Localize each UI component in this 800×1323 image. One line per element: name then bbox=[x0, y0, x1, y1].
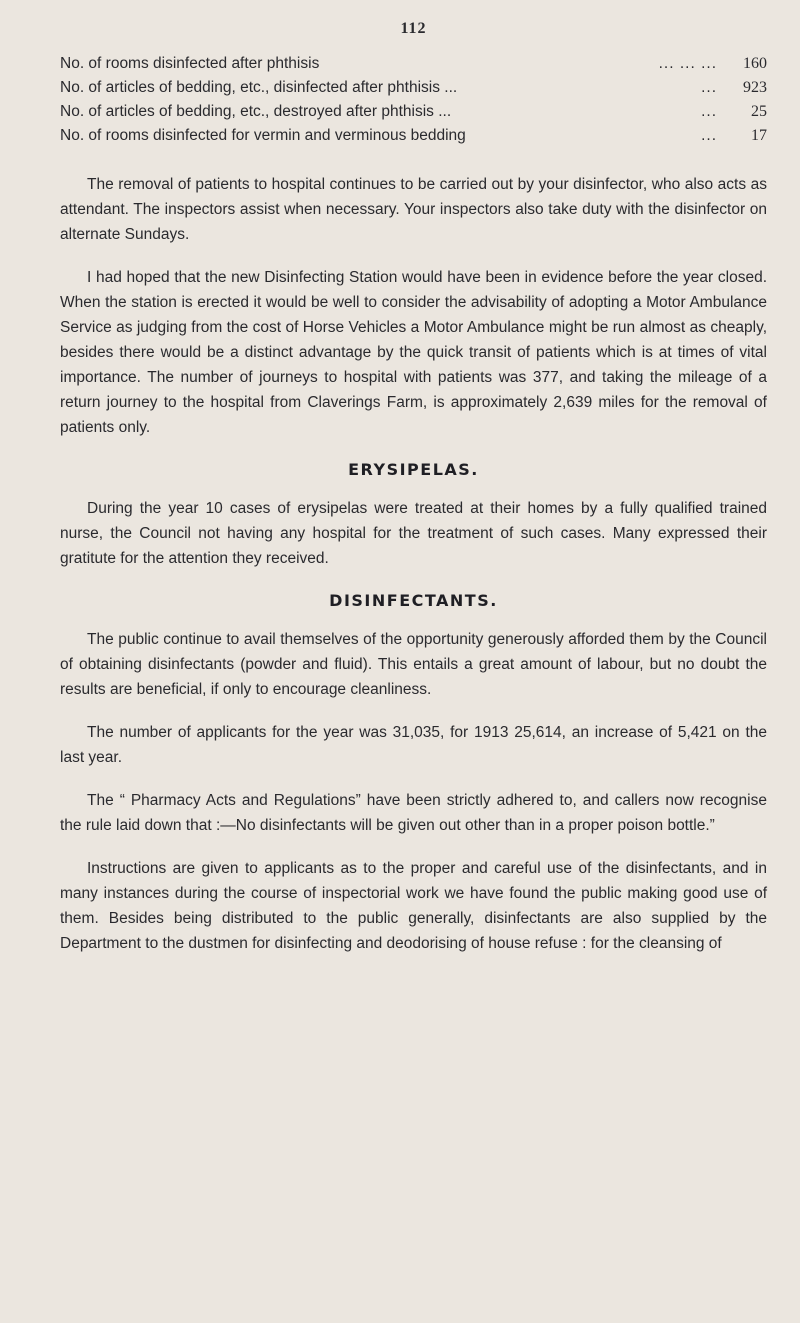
stat-value: 17 bbox=[751, 127, 767, 144]
stat-value: 160 bbox=[743, 55, 767, 72]
stat-leader-dots: ... bbox=[701, 103, 717, 120]
section-heading-disinfectants: DISINFECTANTS. bbox=[329, 591, 498, 610]
stat-label: No. of rooms disinfected for vermin and verminous bedding bbox=[60, 127, 466, 144]
paragraph-erysipelas: During the year 10 cases of erysipelas were treated at their homes by a fully qualified trained nurse, the Council not having any hospital for the treatment of such cases. Many expressed their gratitute for the attention they received. bbox=[60, 500, 767, 567]
stat-row bbox=[60, 124, 767, 148]
stat-leader-dots: ... bbox=[701, 127, 717, 144]
stat-row bbox=[60, 100, 767, 124]
stat-value: 923 bbox=[743, 79, 767, 96]
stat-label: No. of articles of bedding, etc., disinfected after phthisis ... bbox=[60, 79, 458, 96]
paragraph-instructions: Instructions are given to applicants as to the proper and careful use of the disinfectants, and in many instances during the course of inspectorial work we have found the public making good use of them. Besides being distributed to the public generally, disinfectants are also supplied by the Department to the dustmen for disinfecting and deodorising of house refuse : for the cleansing of bbox=[60, 860, 767, 952]
paragraph-pharmacy-acts: The “ Pharmacy Acts and Regulations” have been strictly adhered to, and callers now recognise the rule laid down that :—No disinfectants will be given out other than in a proper poison bottle.” bbox=[60, 792, 767, 834]
stat-leader-dots: ... bbox=[701, 79, 717, 96]
stat-leader-dots: ... ... ... bbox=[658, 55, 717, 72]
stat-row bbox=[60, 52, 767, 76]
page-number: 112 bbox=[400, 20, 427, 37]
stat-value: 25 bbox=[751, 103, 767, 120]
disinfection-statistics bbox=[60, 52, 767, 148]
stat-row bbox=[60, 76, 767, 100]
paragraph-patient-removal: The removal of patients to hospital continues to be carried out by your disinfector, who also acts as attendant. The inspectors assist when necessary. Your inspectors also take duty with the disinfector on alternate Sundays. bbox=[60, 176, 767, 243]
paragraph-disinfectants-applicants: The number of applicants for the year was 31,035, for 1913 25,614, an increase of 5,421 on the last year. bbox=[60, 724, 767, 766]
paragraph-disinfecting-station: I had hoped that the new Disinfecting Station would have been in evidence before the year closed. When the station is erected it would be well to consider the advisability of adopting a Motor Ambulance Service as judging from the cost of Horse Vehicles a Motor Ambulance might be run almost as cheaply, besides there would be a distinct advantage by the quick transit of patients which is at times of vital importance. The number of journeys to hospital with patients was 377, and taking the mileage of a return journey to the hospital from Claverings Farm, is approximately 2,639 miles for the removal of patients only. bbox=[60, 269, 767, 436]
section-heading-erysipelas: ERYSIPELAS. bbox=[348, 460, 479, 479]
stat-label: No. of rooms disinfected after phthisis bbox=[60, 55, 320, 72]
stat-label: No. of articles of bedding, etc., destroyed after phthisis ... bbox=[60, 103, 452, 120]
paragraph-disinfectants-public: The public continue to avail themselves of the opportunity generously afforded them by the Council of obtaining disinfectants (powder and fluid). This entails a great amount of labour, but no doubt the results are beneficial, if only to encourage cleanliness. bbox=[60, 631, 767, 698]
